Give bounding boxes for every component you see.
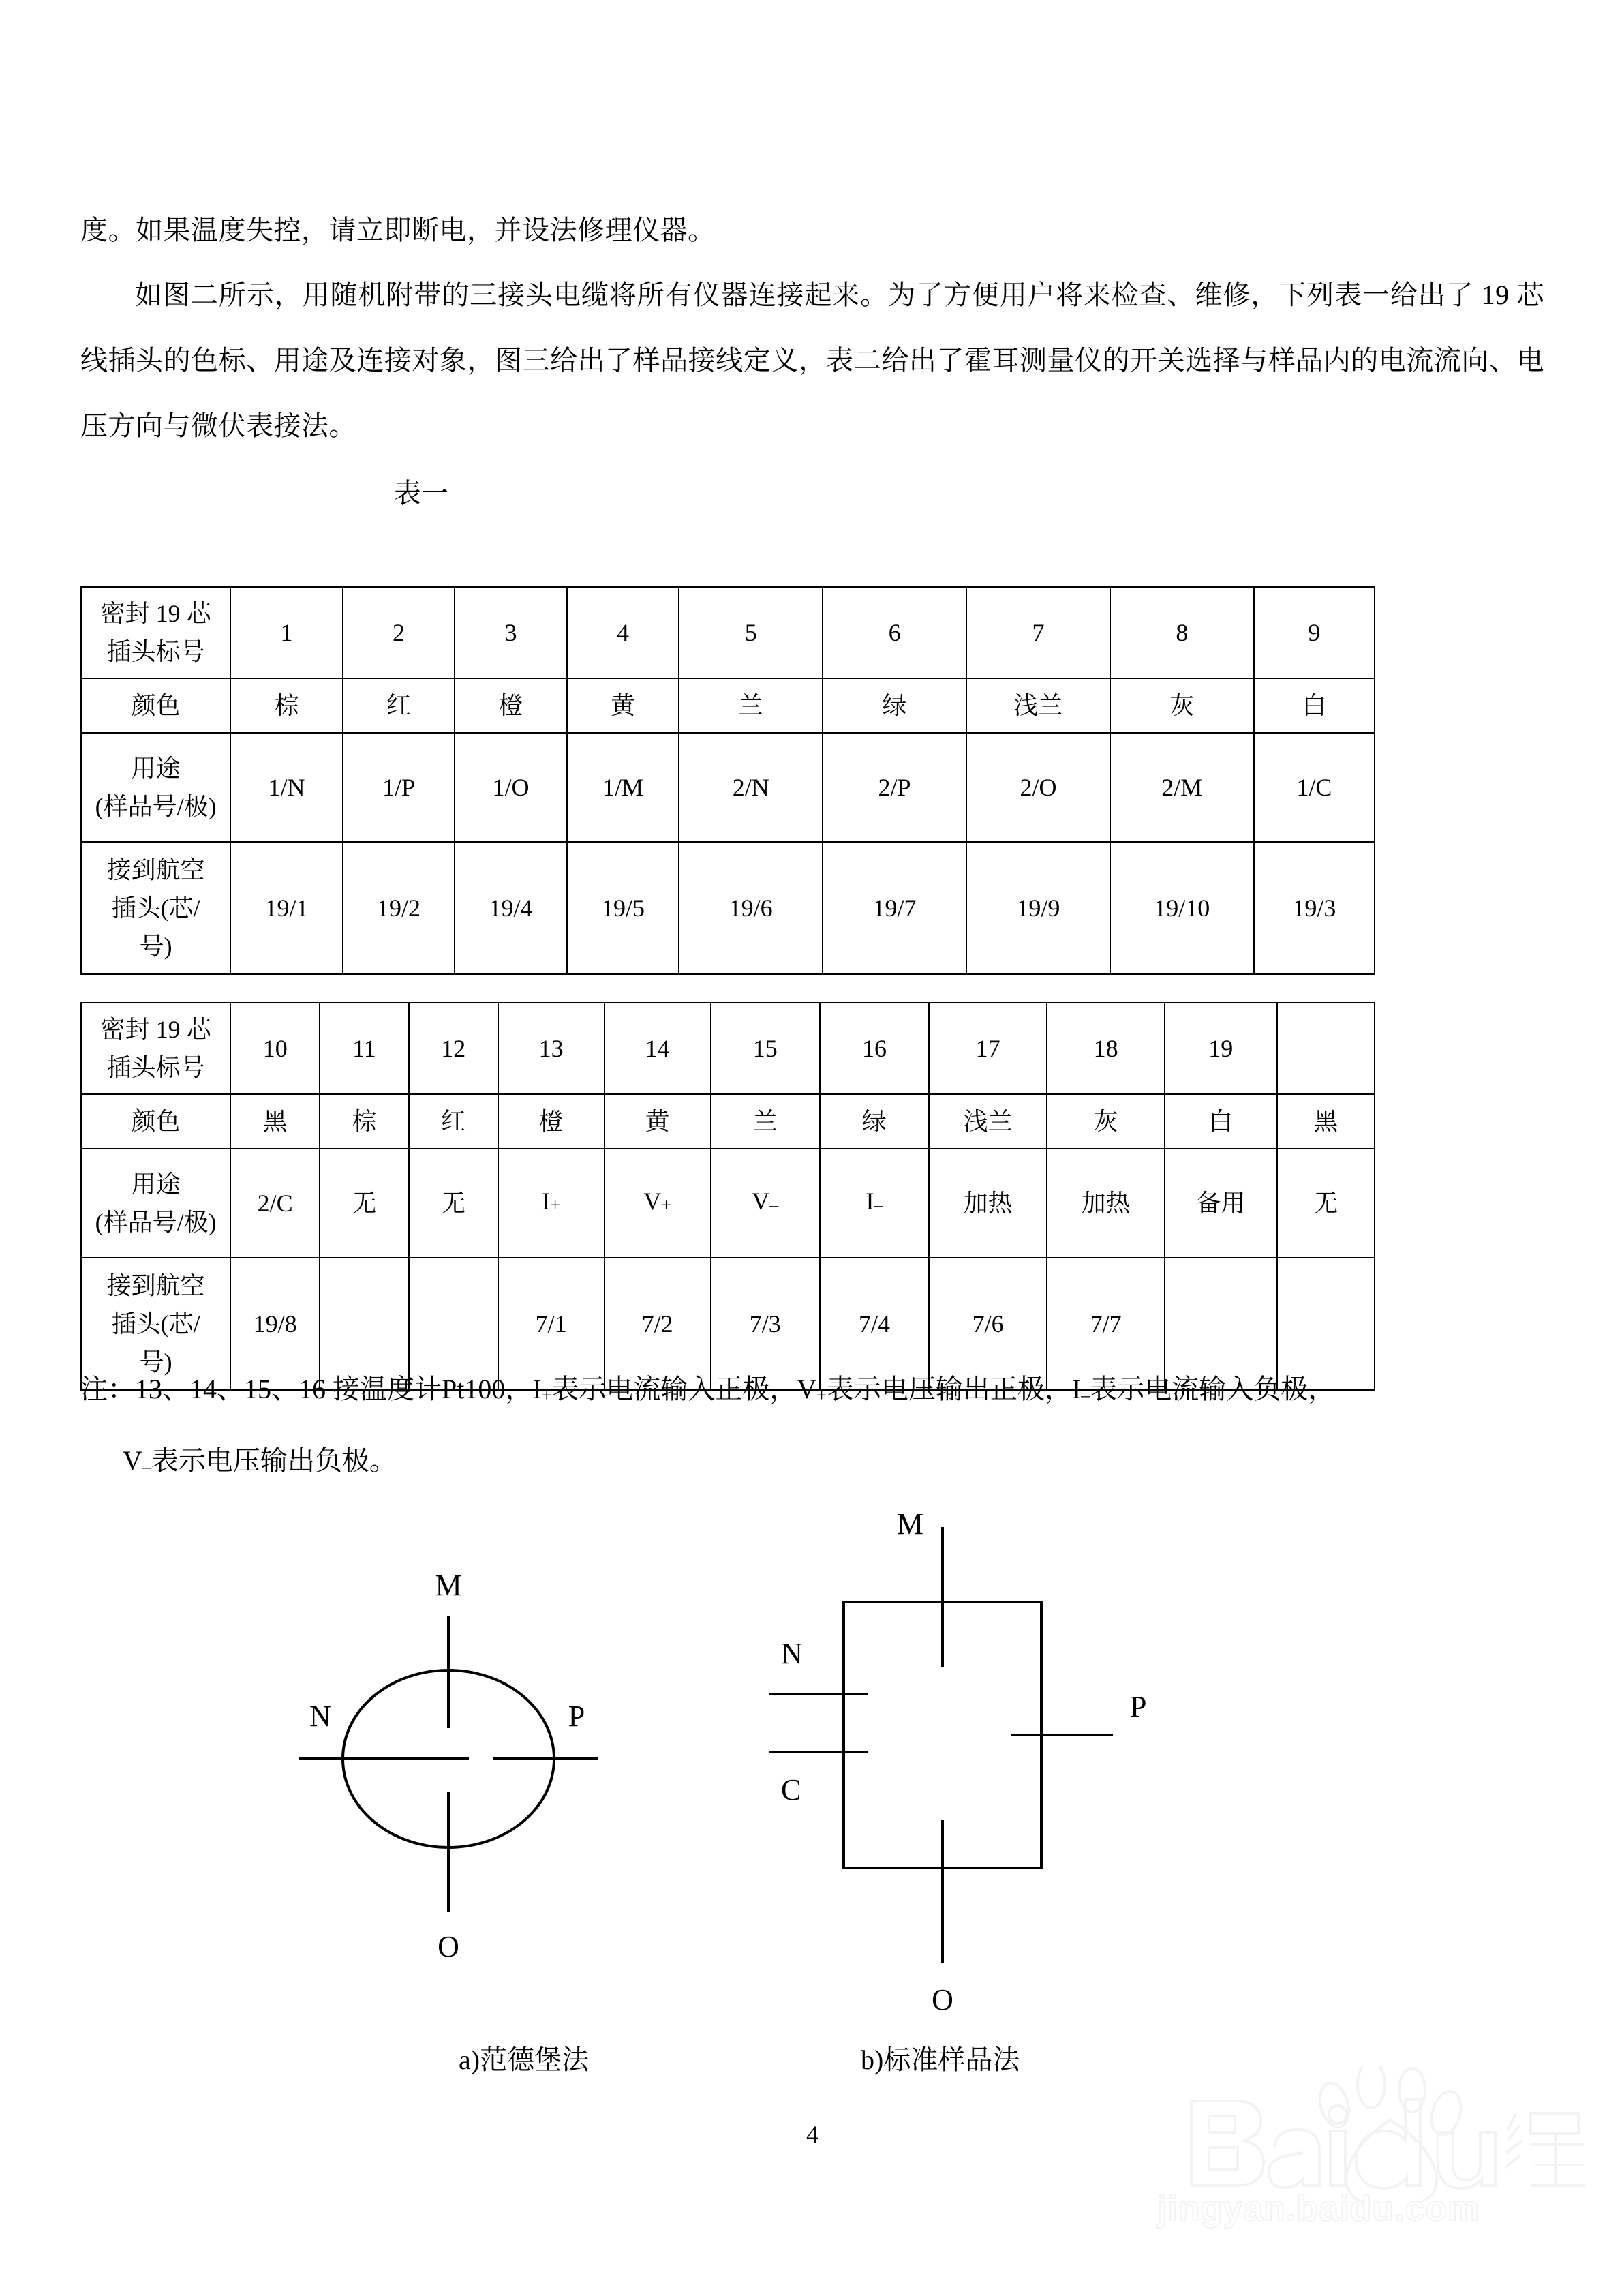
table-cell: 3 [455, 587, 566, 678]
table-one [80, 586, 1375, 975]
row-label-line: 密封 19 芯插头标号 [100, 600, 211, 665]
plus-sign: + [816, 1385, 827, 1405]
table-cell: 无 [1277, 1149, 1375, 1258]
note-line-1 [80, 1357, 1544, 1428]
plus-sign: + [541, 1385, 552, 1405]
table-cell: 备用 [1165, 1149, 1276, 1258]
table-cell: 绿 [820, 1094, 929, 1149]
table-cell: 19/6 [679, 842, 823, 974]
note-text: 表示电压输出负极。 [151, 1445, 397, 1476]
row-label-usage [81, 733, 230, 842]
table-cell: 7/6 [929, 1258, 1047, 1390]
row-label-line: 插头(芯/ [111, 894, 200, 922]
table-cell: 17 [929, 1003, 1047, 1094]
table-cell: 7/1 [498, 1258, 605, 1390]
table-cell: 19/9 [966, 842, 1110, 974]
table-cell: 加热 [929, 1149, 1047, 1258]
table-cell: 12 [409, 1003, 498, 1094]
table-row [81, 587, 1375, 678]
table-cell [1277, 1003, 1375, 1094]
plus-sign: + [661, 1195, 671, 1215]
terminal-label-N: N [309, 1700, 331, 1733]
table-cell: 7 [966, 587, 1110, 678]
figure-group [80, 1486, 1544, 2120]
table-row [81, 1094, 1375, 1149]
table-cell: 黄 [567, 678, 679, 733]
table-cell: 兰 [711, 1094, 820, 1149]
table-row [81, 1149, 1375, 1258]
note-text: 表示电压输出正极，I [826, 1374, 1082, 1404]
minus-sign: – [142, 1456, 151, 1477]
table-cell: 7/3 [711, 1258, 820, 1390]
row-label-line: 用途 [131, 755, 181, 782]
terminal-label-M: M [435, 1569, 462, 1602]
table-cell: 兰 [679, 678, 823, 733]
table-cell: 18 [1047, 1003, 1165, 1094]
table-cell: 白 [1165, 1094, 1276, 1149]
usage-symbol: I [542, 1187, 551, 1215]
terminal-label-N: N [781, 1637, 803, 1670]
table-row [81, 842, 1375, 974]
table-cell: 2 [343, 587, 455, 678]
table-cell: 2/P [823, 733, 966, 842]
table-cell [711, 1149, 820, 1258]
table-note [80, 1357, 1544, 1500]
terminal-label-P: P [568, 1700, 585, 1733]
note-text: 表示电流输入正极，V [551, 1374, 817, 1404]
table-cell: 黑 [230, 1094, 320, 1149]
table-cell: 红 [409, 1094, 498, 1149]
page-number: 4 [806, 2121, 818, 2148]
row-label-line: (样品号/极) [95, 1209, 217, 1236]
row-label-line: 接到航空 [106, 856, 205, 883]
row-label-line: 插头(芯/ [111, 1310, 200, 1338]
table-cell: 19/8 [230, 1258, 320, 1390]
table-cell: 灰 [1110, 678, 1254, 733]
letter-B-counter [1209, 2147, 1238, 2169]
table-cell: 4 [567, 587, 679, 678]
usage-symbol: V [643, 1187, 662, 1215]
table-cell: 7/4 [820, 1258, 929, 1390]
table-cell: 2/N [679, 733, 823, 842]
table-cell: 绿 [823, 678, 966, 733]
usage-symbol: I [866, 1187, 874, 1215]
table-cell: 棕 [230, 678, 342, 733]
table-cell: 浅兰 [929, 1094, 1047, 1149]
table-cell: 14 [605, 1003, 711, 1094]
figure-standard-sample [721, 1486, 1184, 2031]
table-cell: 黄 [605, 1094, 711, 1149]
table-cell: 13 [498, 1003, 605, 1094]
table-cell: 16 [820, 1003, 929, 1094]
table-cell: 19/7 [823, 842, 966, 974]
note-text: 注：13、14、15、16 接温度计Pt100，I [80, 1374, 542, 1404]
table-cell: 6 [823, 587, 966, 678]
table-cell: 5 [679, 587, 823, 678]
table-cell: 红 [343, 678, 455, 733]
row-label-plug-number [81, 1003, 230, 1094]
minus-sign: – [874, 1195, 883, 1215]
terminal-label-O: O [932, 1983, 953, 2016]
table-row [81, 1003, 1375, 1094]
table-cell: 19/2 [343, 842, 455, 974]
terminal-label-P: P [1130, 1690, 1147, 1723]
table-cell: 15 [711, 1003, 820, 1094]
row-label-line: 接到航空 [106, 1272, 205, 1299]
table-cell: 19/4 [455, 842, 566, 974]
table-cell: 2/O [966, 733, 1110, 842]
row-label-plug-number [81, 587, 230, 678]
row-label-color: 颜色 [81, 678, 230, 733]
table-cell: 黑 [1277, 1094, 1375, 1149]
row-label-line: 用途 [131, 1170, 181, 1198]
table-cell: 1/N [230, 733, 342, 842]
table-cell: 9 [1254, 587, 1375, 678]
table-cell: 19/10 [1110, 842, 1254, 974]
table-cell: 19 [1165, 1003, 1276, 1094]
usage-symbol: V [752, 1187, 770, 1215]
table-two [80, 1002, 1375, 1391]
paragraph-2: 如图二所示，用随机附带的三接头电缆将所有仪器连接起来。为了方便用户将来检查、维修，下列表一给出了 19 芯线插头的色标、用途及连接对象，图三给出了样品接线定义，表二给出了霍耳测量仪的开关选择与样品内的电流流向、电压方向与微伏表接法。 [80, 280, 1544, 441]
table-row [81, 733, 1375, 842]
table-cell: 灰 [1047, 1094, 1165, 1149]
table-cell: 白 [1254, 678, 1375, 733]
table-cell: 7/7 [1047, 1258, 1165, 1390]
plus-sign: + [550, 1195, 560, 1215]
table-cell: 无 [409, 1149, 498, 1258]
minus-sign: – [1081, 1385, 1090, 1405]
table-one-caption: 表一 [394, 478, 448, 509]
figure-van-der-pauw [258, 1486, 639, 2031]
table-cell: 19/1 [230, 842, 342, 974]
table-cell: 1/P [343, 733, 455, 842]
row-label-line: 号) [139, 1348, 172, 1376]
terminal-label-M: M [896, 1507, 923, 1541]
table-cell: 2/M [1110, 733, 1254, 842]
table-cell: 浅兰 [966, 678, 1110, 733]
row-label-line: 插头标号 [106, 1054, 205, 1081]
table-cell: 加热 [1047, 1149, 1165, 1258]
table-cell: 无 [320, 1149, 409, 1258]
table-cell: 1/M [567, 733, 679, 842]
table-cell [605, 1149, 711, 1258]
table-cell: 1/O [455, 733, 566, 842]
table-cell: 1 [230, 587, 342, 678]
note-text: V [123, 1445, 142, 1476]
paragraph-1: 度。如果温度失控，请立即断电，并设法修理仪器。 [80, 215, 716, 245]
figure-b-caption: b)标准样品法 [861, 2044, 1020, 2075]
row-label-color: 颜色 [81, 1094, 230, 1149]
table-cell [498, 1149, 605, 1258]
table-cell: 2/C [230, 1149, 320, 1258]
table-cell: 19/5 [567, 842, 679, 974]
table-one-wrapper [80, 586, 1375, 975]
table-cell: 橙 [455, 678, 566, 733]
row-label-aviation-plug [81, 842, 230, 974]
table-cell: 橙 [498, 1094, 605, 1149]
table-cell: 11 [320, 1003, 409, 1094]
note-text: 表示电流输入负极， [1090, 1374, 1336, 1404]
terminal-label-O: O [438, 1930, 459, 1963]
table-cell: 棕 [320, 1094, 409, 1149]
row-label-line: 号) [139, 933, 172, 960]
table-cell: 1/C [1254, 733, 1375, 842]
table-cell: 8 [1110, 587, 1254, 678]
row-label-line: (样品号/极) [95, 793, 217, 820]
terminal-label-C: C [781, 1773, 801, 1807]
watermark-url: jingyan.baidu.com [1157, 2189, 1480, 2229]
table-cell: 10 [230, 1003, 320, 1094]
figure-a-caption: a)范德堡法 [459, 2044, 590, 2075]
table-row [81, 678, 1375, 733]
table-cell [820, 1149, 929, 1258]
table-cell: 7/2 [605, 1258, 711, 1390]
row-label-line: 密封 19 芯 [100, 1016, 211, 1043]
minus-sign: – [769, 1195, 779, 1215]
row-label-usage [81, 1149, 230, 1258]
table-cell: 19/3 [1254, 842, 1375, 974]
table-two-wrapper [80, 1002, 1375, 1391]
